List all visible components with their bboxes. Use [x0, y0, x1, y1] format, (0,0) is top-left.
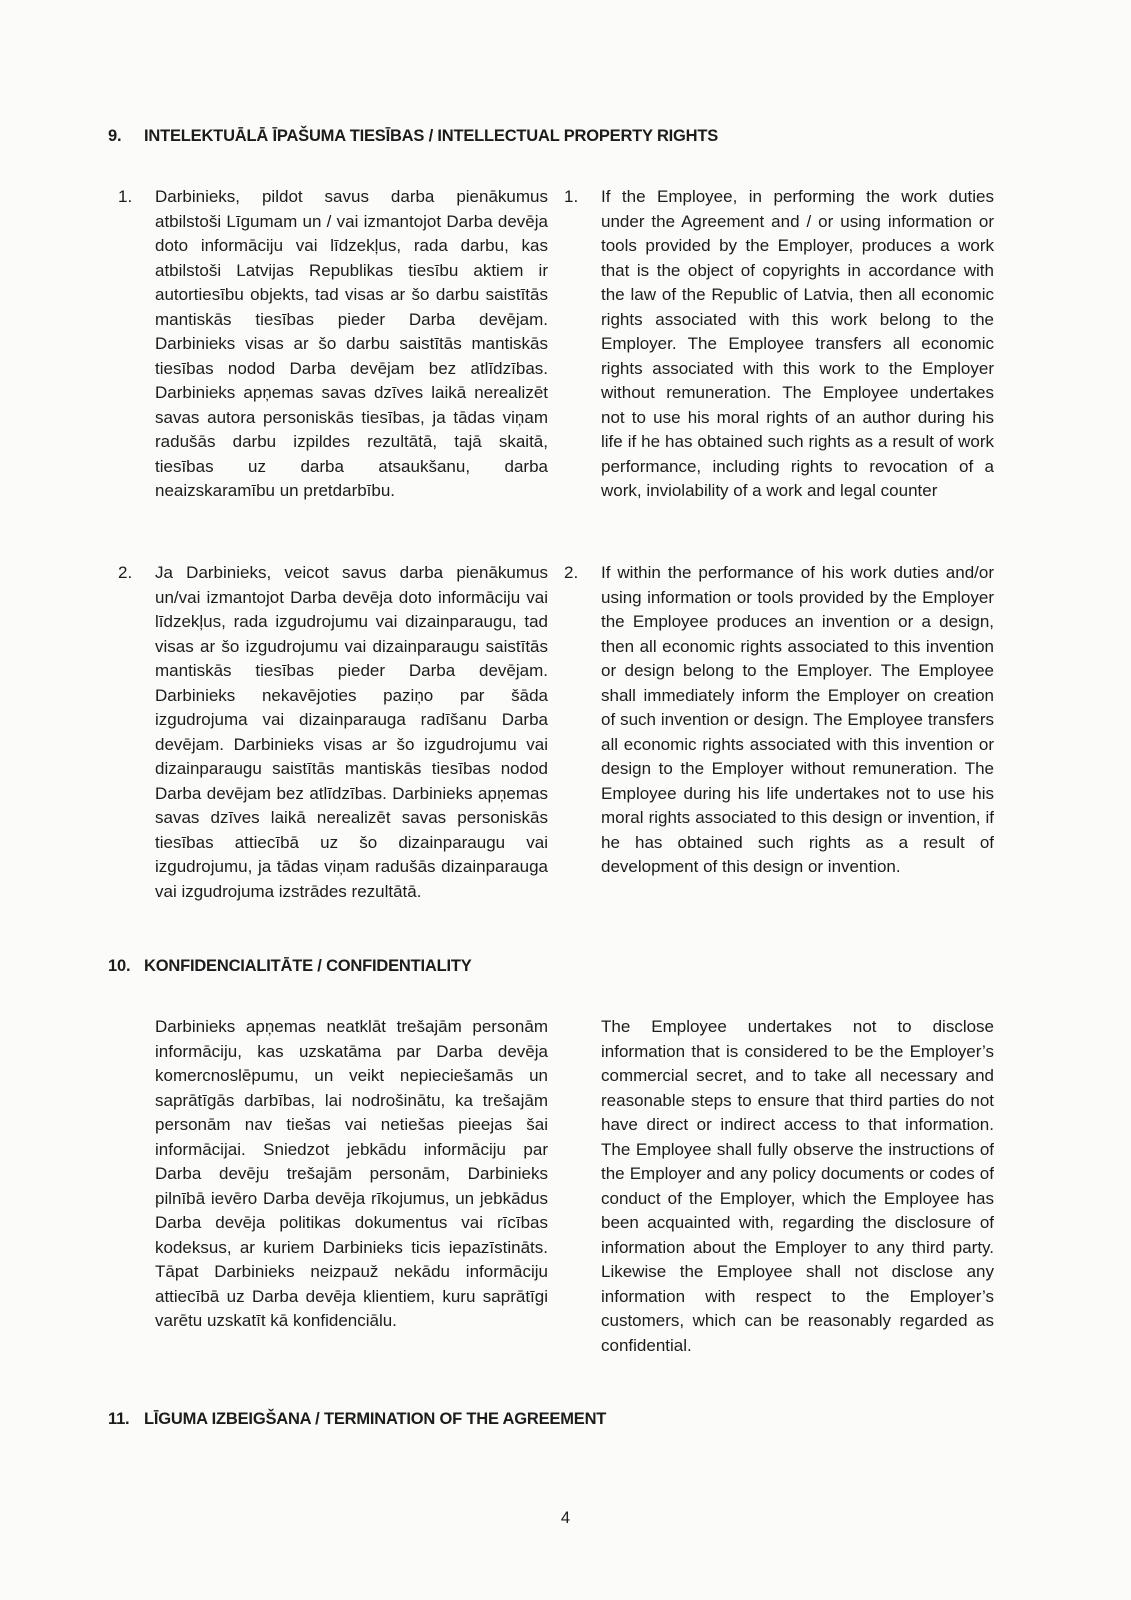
clause-text-lv: Darbinieks, pildot savus darba pienākumus atbilstoši Līgumam un / vai izmantojot Darba devēja doto informāciju vai līdzekļus, rada darbu, kas atbilstoši Latvijas Republikas tiesību aktiem ir autortiesību objekts, tad visas ar šo darbu saistītās mantiskās tiesības pieder Darba devējam. Darbinieks visas ar šo darbu saistītās mantiskās tiesības nodod Darba devējam bez atlīdzības. Darbinieks apņemas savas dzīves laikā nerealizēt savas autora personiskās tiesības, ja tādas viņam radušās darbu izpildes rezultātā, tajā skaitā, tiesības uz darba atsaukšanu, darba neaizskaramību un pretdarbību. — [155, 187, 548, 500]
clause-number-lv: 1. — [118, 187, 133, 206]
section-title: LĪGUMA IZBEIGŠANA / TERMINATION OF THE AGREEMENT — [144, 1410, 607, 1428]
section-number: 9. — [108, 127, 122, 145]
clause-number-en: 2. — [564, 563, 579, 582]
section-10-heading — [108, 957, 472, 976]
section-11-heading — [108, 1410, 606, 1429]
clause-text-en: If within the performance of his work duties and/or using information or tools provided by the Employer the Employee produces an invention or a design, then all economic rights associated to this invention or design belong to the Employer. The Employee shall immediately inform the Employer on creation of such invention or design. The Employee transfers all economic rights associated with this invention or design to the Employer without remuneration. The Employee during his life undertakes not to use his moral rights associated to this design or invention, if he has obtained such rights as a result of development of this design or invention. — [601, 563, 994, 876]
section-number: 10. — [108, 957, 131, 975]
clause-text-lv: Ja Darbinieks, veicot savus darba pienākumus un/vai izmantojot Darba devēja doto informāciju vai līdzekļus, rada izgudrojumu vai dizainparaugu, tad visas ar šo izgudrojumu vai dizainparaugu saistītās mantiskās tiesības pieder Darba devējam. Darbinieks nekavējoties paziņo par šāda izgudrojuma vai dizainparauga radīšanu Darba devējam. Darbinieks visas ar šo izgudrojumu vai dizainparaugu saistītās mantiskās tiesības nodod Darba devējam bez atlīdzības. Darbinieks apņemas savas dzīves laikā nerealizēt savas personiskās tiesības attiecībā uz šo dizainparaugu vai izgudrojumu, ja tādas viņam radušās dizainparauga vai izgudrojuma izstrādes rezultātā. — [155, 563, 548, 901]
section-title: KONFIDENCIALITĀTE / CONFIDENTIALITY — [144, 957, 472, 975]
section-title: INTELEKTUĀLĀ ĪPAŠUMA TIESĪBAS / INTELLECTUAL PROPERTY RIGHTS — [144, 127, 719, 145]
clause-text-en: If the Employee, in performing the work duties under the Agreement and / or using information or tools provided by the Employer, produces a work that is the object of copyrights in accordance with the law of the Republic of Latvia, then all economic rights associated with this work belong to the Employer. The Employee transfers all economic rights associated with this work to the Employer without remuneration. The Employee undertakes not to use his moral rights of an author during his life if he has obtained such rights as a result of work performance, including rights to revocation of a work, inviolability of a work and legal counter — [601, 187, 994, 500]
clause-number-en: 1. — [564, 187, 579, 206]
clause-text-lv: Darbinieks apņemas neatklāt trešajām personām informāciju, kas uzskatāma par Darba devēja komercnoslēpumu, un veikt nepieciešamās un saprātīgās darbības, lai nodrošinātu, ka trešajām personām nav tiešas vai netiešas pieejas šai informācijai. Sniedzot jebkādu informāciju par Darba devēju trešajām personām, Darbinieks pilnībā ievēro Darba devēja rīkojumus, un jebkādus Darba devēja politikas dokumentus vai rīcības kodeksus, ar kuriem Darbinieks ticis iepazīstināts. Tāpat Darbinieks neizpauž nekādu informāciju attiecībā uz Darba devēja klientiem, kuru saprātīgi varētu uzskatīt kā konfidenciālu. — [155, 1017, 548, 1330]
page-number: 4 — [560, 1509, 571, 1527]
section-9-heading — [108, 127, 718, 146]
clause-number-lv: 2. — [118, 563, 133, 582]
section-number: 11. — [108, 1410, 130, 1428]
clause-text-en: The Employee undertakes not to disclose information that is considered to be the Employer’s commercial secret, and to take all necessary and reasonable steps to ensure that third parties do not have direct or indirect access to that information. The Employee shall fully observe the instructions of the Employer and any policy documents or codes of conduct of the Employer, which the Employee has been acquainted with, regarding the disclosure of information about the Employer to any third party. Likewise the Employee shall not disclose any information with respect to the Employer’s customers, which can be reasonably regarded as confidential. — [601, 1017, 994, 1355]
